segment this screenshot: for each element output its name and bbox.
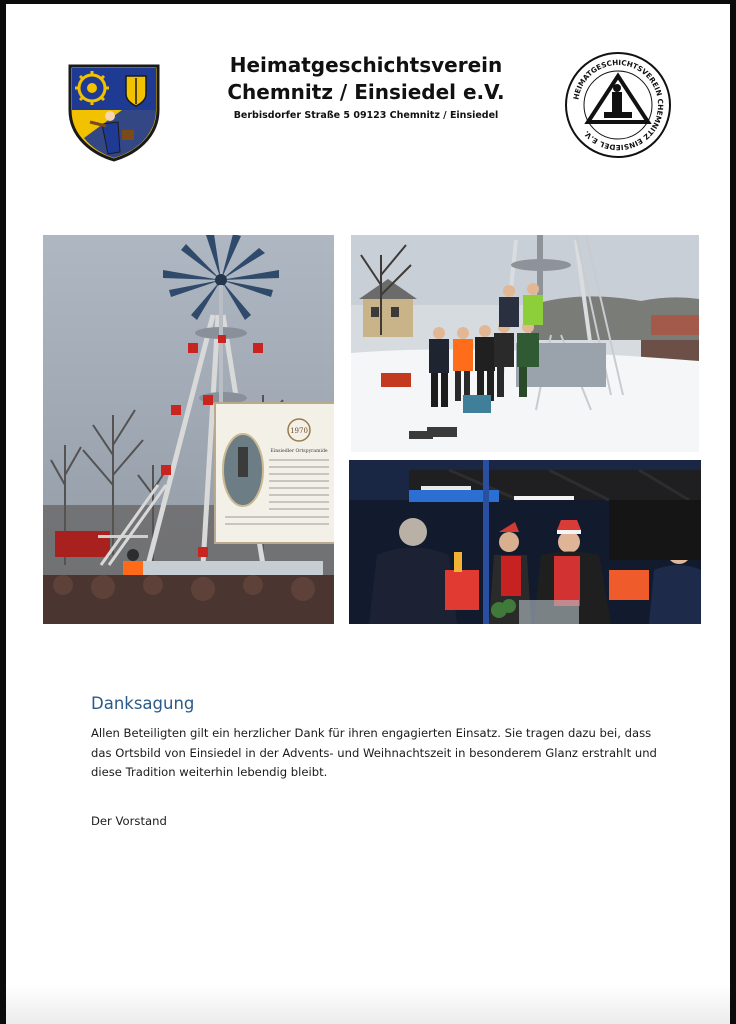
organization-title bbox=[186, 52, 546, 106]
photo-christmas-market-stall bbox=[349, 460, 701, 624]
association-emblem-icon bbox=[564, 50, 672, 160]
sign-title: Einsiedler Ortspyramide bbox=[270, 449, 328, 454]
title-line-2: Chemnitz / Einsiedel e.V. bbox=[227, 80, 505, 104]
section-title-danksagung: Danksagung bbox=[91, 694, 195, 713]
photo-christmas-pyramid bbox=[43, 235, 334, 624]
signature-board: Der Vorstand bbox=[91, 814, 167, 828]
coat-of-arms-icon bbox=[62, 60, 166, 164]
photo-volunteer-group-snow bbox=[351, 235, 699, 452]
title-line-1: Heimatgeschichtsverein bbox=[229, 53, 503, 77]
sign-year: 1970 bbox=[290, 427, 308, 435]
thank-you-paragraph: Allen Beteiligten gilt ein herzlicher Dank für ihren engagierten Einsatz. Sie tragen dazu bei, dass das Ortsbild von Einsiedel in der Advents- und Weihnachtszeit in besonderem Glanz erstrahlt und diese Tradition weiterhin lebendig bleibt. bbox=[91, 726, 657, 779]
page-bottom-shade bbox=[6, 984, 730, 1024]
emblem-ring-text: HEIMATGESCHICHTSVEREIN CHEMNITZ EINSIEDEL E.V. bbox=[571, 57, 666, 153]
document-page bbox=[6, 4, 730, 1024]
organization-address: Berbisdorfer Straße 5 09123 Chemnitz / Einsiedel bbox=[233, 110, 499, 121]
